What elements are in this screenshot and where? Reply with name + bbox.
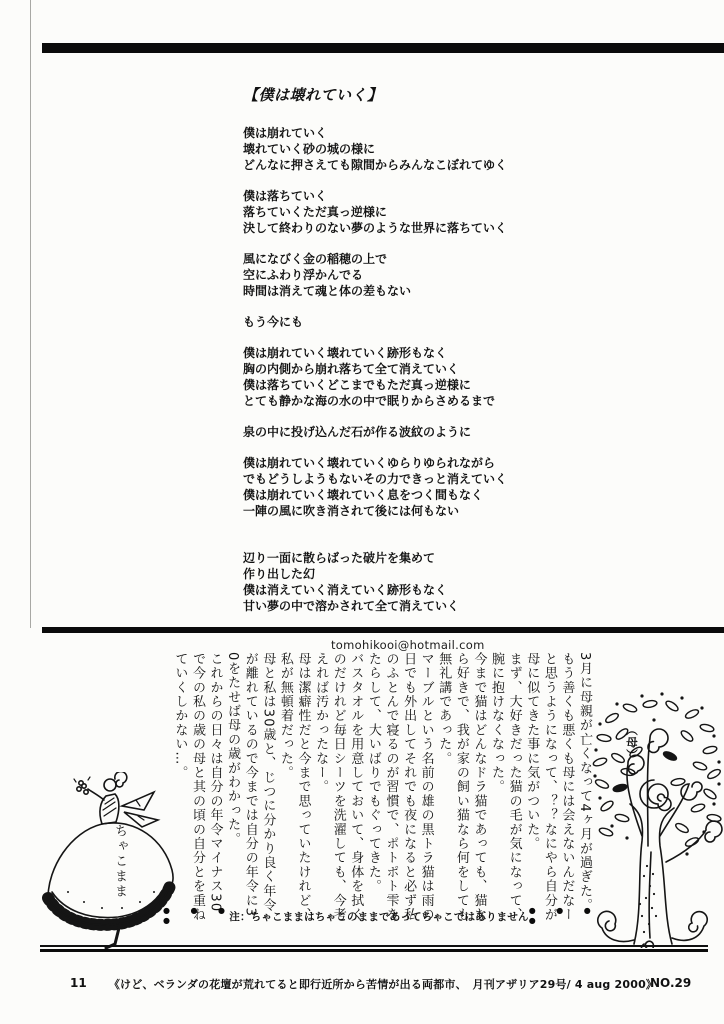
page-number: 11 xyxy=(70,976,87,990)
note-row xyxy=(163,906,595,926)
poem-line: 胸の内側から崩れ落ちて全て消えていく xyxy=(243,362,459,376)
poem-line: 風になびく金の稲穂の上で xyxy=(243,252,388,266)
essay-column: 母と私は30歳と、じつに分かり良く年令 xyxy=(260,652,276,913)
poem-line: 決して終わりのない夢のような世界に落ちていく xyxy=(243,221,507,235)
tree-caption: （母） xyxy=(625,724,639,762)
essay-column: と思うようになって、？？なにやら自分が xyxy=(541,652,557,922)
poem-line: 空にふわり浮かんでる xyxy=(243,268,364,282)
essay-column: 日でも外出してそれでも夜になると必ず私 xyxy=(401,652,417,922)
essay-column: もう善くも悪くも母には会えないんだなー xyxy=(559,652,575,922)
figure-bow xyxy=(122,792,158,827)
essay-column: で今の私の歳の母と其の頃の自分とを重ね xyxy=(189,652,205,922)
essay-column: えれば汚かったなー。 xyxy=(313,652,329,794)
poem-line: 作り出した幻 xyxy=(243,567,316,581)
essay-column: ら好きで、我が家の飼い猫なら何をしても xyxy=(453,652,469,922)
essay-column: マーブルという名前の雄の黒トラ猫は雨の xyxy=(418,652,434,922)
poem-stanza xyxy=(243,188,507,236)
poem-line: どんなに押さえても隙間からみんなこぼれてゆく xyxy=(243,158,508,172)
figure-caption: ちゃこまま xyxy=(112,824,127,899)
footer xyxy=(42,976,724,996)
poem-line: 甘い夢の中で溶かされて全て消えていく xyxy=(243,599,460,613)
essay-column: まず、大好きだった猫の毛が気になって、 xyxy=(506,652,522,922)
issue-number: NO.29 xyxy=(650,976,692,990)
poem-line: 僕は落ちていくどこまでもただ真っ逆様に xyxy=(243,378,471,392)
bullet-dots-left: ● ● ● ● xyxy=(163,906,226,925)
scan-edge-line xyxy=(30,0,31,628)
essay-column: 母は潔癖性だと今まで思っていたけれど、 xyxy=(295,652,311,922)
poem-line: 時間は消えて魂と体の差もない xyxy=(243,284,412,298)
middle-divider-bar xyxy=(42,627,724,633)
poem-line: 落ちていくただ真っ逆様に xyxy=(243,205,387,219)
essay-column: のだけれど毎日シーツを洗濯しても、今考 xyxy=(330,652,346,922)
poem-line: でもどうしようもないその力できっと消えていく xyxy=(243,472,508,486)
poem-line: 僕は崩れていく壊れていく息をつく間もなく xyxy=(243,488,484,502)
essay-column: 母に似てきた事に気がついた。 xyxy=(524,652,540,851)
essay-column: が離れているので今までは自分の年令に3 xyxy=(242,652,258,918)
email-address: tomohikooi@hotmail.com xyxy=(331,638,485,652)
essay-column: 0をたせば母の歳がわかった。 xyxy=(225,652,241,847)
publication-title: 《けど、ベランダの花壇が荒れてると即行近所から苦情が出る両都市、 月刊アザリア29号/ 4 aug 2000》 xyxy=(108,978,658,991)
poem-stanza xyxy=(243,424,507,440)
tree-illustration xyxy=(592,676,724,948)
poem-stanza xyxy=(243,455,507,519)
tree-scatter-dots xyxy=(593,692,720,855)
essay-text xyxy=(171,652,593,940)
poem-title: 【僕は壊れていく】 xyxy=(243,86,383,104)
essay-column: これからの日々は自分の年令マイナス30 xyxy=(207,652,223,913)
poem-stanza xyxy=(243,345,507,409)
figure-head xyxy=(104,772,127,791)
poem-stanza xyxy=(243,251,507,299)
note-text: 注：ちゃこままはちゃこのままであってちゃこではありません xyxy=(229,910,529,923)
poem-line: 一陣の風に吹き消されて後には何もない xyxy=(243,504,460,518)
essay-column: 腕に抱けなくなった。 xyxy=(489,652,505,794)
bottom-rule-thick xyxy=(40,949,708,952)
poem-stanza xyxy=(243,125,507,173)
essay-column: 今まで猫はどんなドラ猫であっても、猫な xyxy=(471,652,487,922)
poem-line: 壊れていく砂の城の様に xyxy=(243,142,376,156)
poem-line: 僕は崩れていく xyxy=(243,126,328,140)
essay-column: 私が無頓着だった。 xyxy=(277,652,293,780)
essay-column: バスタオルを用意しておいて、身体を拭く xyxy=(348,652,364,922)
tree-roots xyxy=(598,911,707,948)
poem-body xyxy=(243,125,507,614)
essay-column: 3月に母親が亡くなって4ヶ月が過ぎた。 xyxy=(577,652,592,913)
poem-stanza xyxy=(243,314,507,330)
poem-line: とても静かな海の水の中で眠りからさめるまで xyxy=(243,394,496,408)
essay-column: たらして、大いばりでもぐってきた。 xyxy=(365,652,381,894)
poem-line: 僕は崩れていく壊れていく跡形もなく xyxy=(243,346,448,360)
essay-column: のふとんで寝るのが習慣で、ポトポト雫を xyxy=(383,652,399,922)
poem-stanza xyxy=(243,550,507,614)
bottom-rule-thin xyxy=(40,945,708,947)
poem-line: もう今にも xyxy=(243,315,304,329)
bullet-dots-right: ● ● ● ● xyxy=(528,906,591,925)
poem-line: 泉の中に投げ込んだ石が作る波紋のように xyxy=(243,425,472,439)
poem-line: 僕は崩れていく壊れていくゆらりゆられながら xyxy=(243,456,496,470)
tree-trunk-dots xyxy=(639,865,657,933)
top-divider-bar xyxy=(42,43,724,53)
essay-column: ていくしかない…。 xyxy=(172,652,188,780)
poem-line: 辺り一面に散らばった破片を集めて xyxy=(243,551,436,565)
poem-line: 僕は落ちていく xyxy=(243,189,327,203)
figure-arm-flowers xyxy=(74,777,104,800)
poem-section xyxy=(243,84,507,652)
essay-column: 無礼講であった。 xyxy=(436,652,452,766)
poem-line: 僕は消えていく消えていく跡形もなく xyxy=(243,583,448,597)
